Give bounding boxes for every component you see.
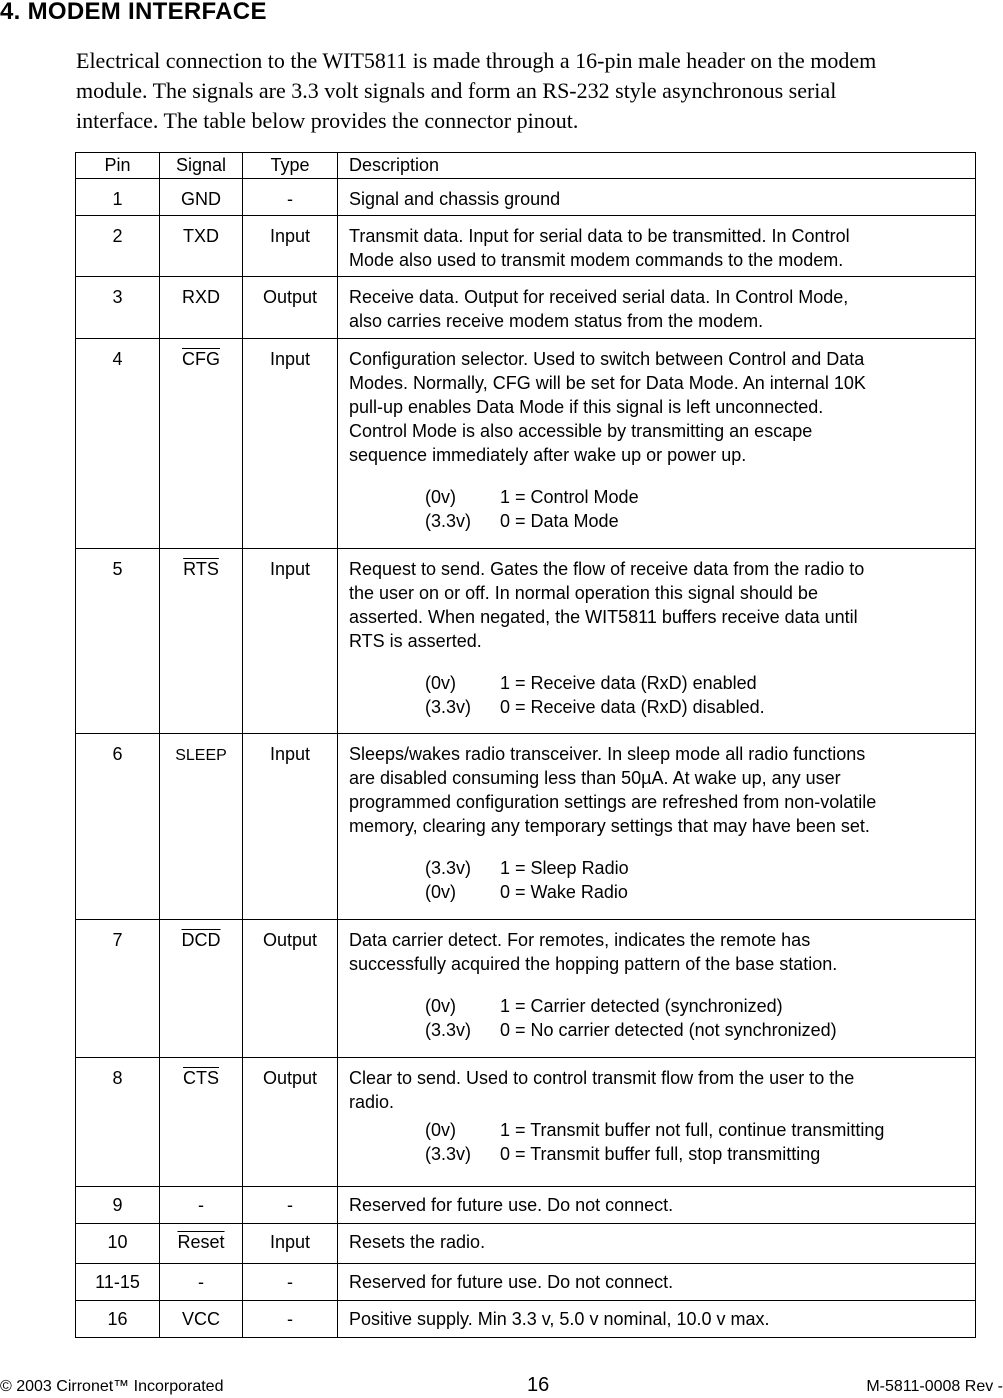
signal-cell xyxy=(160,179,243,216)
type-cell-text: Input xyxy=(269,559,311,579)
description-line: pull-up enables Data Mode if this signal is left unconnected. xyxy=(349,397,824,417)
description-line: the user on or off. In normal operation this signal should be xyxy=(349,583,818,603)
type-cell xyxy=(243,734,338,920)
description-line: Sleeps/wakes radio transceiver. In sleep mode all radio functions xyxy=(349,744,866,764)
table-row xyxy=(76,920,976,1058)
signal-cell-text: $\overline{CFG}$ xyxy=(182,349,220,369)
level-voltage: (3.3v) xyxy=(425,858,472,878)
table-row xyxy=(76,216,976,277)
description-line: Request to send. Gates the flow of receive data from the radio to xyxy=(349,559,865,579)
level-meaning: 1 = Receive data (RxD) enabled xyxy=(500,673,757,693)
type-cell-text: Input xyxy=(269,744,311,764)
pin-cell xyxy=(76,1058,160,1187)
level-meaning: 1 = Sleep Radio xyxy=(500,858,629,878)
pin-cell-text: 10 xyxy=(107,1232,128,1252)
signal-cell-text: RXD xyxy=(181,287,220,307)
signal-cell-text: Reset xyxy=(177,1232,225,1252)
pin-cell-text: 4 xyxy=(112,349,123,369)
signal-cell-text: VCC xyxy=(181,1309,220,1329)
pin-cell-text: 1 xyxy=(112,189,123,209)
table-header-row xyxy=(76,153,976,179)
pin-cell-text: 2 xyxy=(112,226,123,246)
pin-cell-text: 9 xyxy=(112,1195,123,1215)
description-line: are disabled consuming less than 50µA. At wake up, any user xyxy=(349,768,841,788)
description-line: Clear to send. Used to control transmit flow from the user to the xyxy=(349,1068,855,1088)
description-cell xyxy=(338,549,976,734)
signal-cell xyxy=(160,216,243,277)
type-cell-text: Input xyxy=(269,1232,311,1252)
signal-level-option xyxy=(425,671,975,695)
description-line: Reserved for future use. Do not connect. xyxy=(349,1272,674,1292)
signal-cell-text: - xyxy=(198,1272,204,1292)
signal-cell-text: TXD xyxy=(183,226,219,246)
level-voltage: (0v) xyxy=(425,882,456,902)
type-cell-text: Output xyxy=(262,1068,318,1088)
footer-copyright: © 2003 Cirronet™ Incorporated xyxy=(0,1378,224,1395)
signal-cell xyxy=(160,734,243,920)
table-row xyxy=(76,339,976,549)
pin-cell xyxy=(76,549,160,734)
level-meaning: 1 = Control Mode xyxy=(500,487,639,507)
pin-cell-text: 3 xyxy=(112,287,123,307)
level-meaning: 0 = Transmit buffer full, stop transmitting xyxy=(500,1144,821,1164)
description-line: Transmit data. Input for serial data to be transmitted. In Control xyxy=(349,226,850,246)
type-cell-text: - xyxy=(287,189,293,209)
signal-cell xyxy=(160,1264,243,1301)
section-heading: 4. MODEM INTERFACE xyxy=(0,0,267,25)
signal-level-option xyxy=(425,485,975,509)
pin-cell-text: 6 xyxy=(112,744,123,764)
type-cell-text: - xyxy=(287,1272,293,1292)
intro-line: interface. The table below provides the connector pinout. xyxy=(76,108,579,133)
pinout-table xyxy=(75,152,976,1338)
header-description: Description xyxy=(338,153,976,179)
level-meaning: 0 = Receive data (RxD) disabled. xyxy=(500,697,765,717)
signal-cell-text: $\overline{RTS}$ xyxy=(183,559,219,579)
description-line: successfully acquired the hopping pattern of the base station. xyxy=(349,954,838,974)
signal-level-option xyxy=(425,1118,975,1142)
pin-cell xyxy=(76,1187,160,1224)
description-cell xyxy=(338,734,976,920)
description-line: Data carrier detect. For remotes, indicates the remote has xyxy=(349,930,811,950)
description-cell xyxy=(338,1187,976,1224)
signal-cell xyxy=(160,277,243,339)
type-cell xyxy=(243,1187,338,1224)
signal-level-option xyxy=(425,509,975,533)
description-cell xyxy=(338,277,976,339)
type-cell xyxy=(243,549,338,734)
level-meaning: 1 = Carrier detected (synchronized) xyxy=(500,996,783,1016)
description-cell xyxy=(338,1058,976,1187)
type-cell-text: - xyxy=(287,1309,293,1329)
table-row xyxy=(76,1224,976,1264)
description-line: Mode also used to transmit modem commands to the modem. xyxy=(349,250,844,270)
pin-cell-text: 16 xyxy=(107,1309,128,1329)
description-cell xyxy=(338,339,976,549)
level-voltage: (0v) xyxy=(425,487,456,507)
level-voltage: (3.3v) xyxy=(425,697,472,717)
level-meaning: 0 = No carrier detected (not synchronized) xyxy=(500,1020,837,1040)
type-cell xyxy=(243,1058,338,1187)
pin-cell xyxy=(76,216,160,277)
signal-cell xyxy=(160,339,243,549)
pin-cell xyxy=(76,734,160,920)
pin-cell xyxy=(76,339,160,549)
table-row xyxy=(76,549,976,734)
type-cell xyxy=(243,179,338,216)
description-cell xyxy=(338,1224,976,1264)
level-voltage: (3.3v) xyxy=(425,1020,472,1040)
type-cell xyxy=(243,1264,338,1301)
type-cell xyxy=(243,1301,338,1338)
type-cell-text: Input xyxy=(269,349,311,369)
signal-cell xyxy=(160,1224,243,1264)
level-voltage: (0v) xyxy=(425,1120,456,1140)
description-cell xyxy=(338,179,976,216)
table-row xyxy=(76,1264,976,1301)
signal-cell-text: $\overline{DCD}$ xyxy=(181,930,221,950)
type-cell xyxy=(243,216,338,277)
signal-level-option xyxy=(425,1018,975,1042)
intro-line: module. The signals are 3.3 volt signals and form an RS-232 style asynchronous serial xyxy=(76,78,837,103)
pin-cell-text: 11-15 xyxy=(95,1272,140,1292)
table-row xyxy=(76,1187,976,1224)
description-cell xyxy=(338,1301,976,1338)
signal-cell xyxy=(160,549,243,734)
signal-cell xyxy=(160,1058,243,1187)
signal-level-option xyxy=(425,994,975,1018)
description-line: Signal and chassis ground xyxy=(349,189,561,209)
pin-cell xyxy=(76,920,160,1058)
signal-cell-text: SLEEP xyxy=(175,747,227,764)
description-line: Reserved for future use. Do not connect. xyxy=(349,1195,674,1215)
signal-level-option xyxy=(425,880,975,904)
pin-cell-text: 7 xyxy=(112,930,123,950)
type-cell xyxy=(243,339,338,549)
pin-cell xyxy=(76,1301,160,1338)
description-line: Positive supply. Min 3.3 v, 5.0 v nominal, 10.0 v max. xyxy=(349,1309,770,1329)
signal-level-option xyxy=(425,1142,975,1166)
pin-cell-text: 5 xyxy=(112,559,123,579)
table-row xyxy=(76,1301,976,1338)
signal-cell xyxy=(160,1301,243,1338)
table-row xyxy=(76,1058,976,1187)
description-line: asserted. When negated, the WIT5811 buffers receive data until xyxy=(349,607,858,627)
footer-doc-id: M-5811-0008 Rev - xyxy=(866,1378,1003,1395)
description-line: also carries receive modem status from the modem. xyxy=(349,311,764,331)
signal-level-option xyxy=(425,856,975,880)
pin-cell xyxy=(76,1224,160,1264)
header-type: Type xyxy=(243,153,338,179)
header-signal: Signal xyxy=(160,153,243,179)
description-cell xyxy=(338,920,976,1058)
description-line: RTS is asserted. xyxy=(349,631,482,651)
signal-cell xyxy=(160,1187,243,1224)
footer-page-number: 16 xyxy=(527,1374,550,1396)
level-meaning: 0 = Wake Radio xyxy=(500,882,628,902)
description-cell xyxy=(338,216,976,277)
description-line: memory, clearing any temporary settings that may have been set. xyxy=(349,816,870,836)
pin-cell xyxy=(76,179,160,216)
level-meaning: 0 = Data Mode xyxy=(500,511,619,531)
level-voltage: (0v) xyxy=(425,996,456,1016)
level-voltage: (3.3v) xyxy=(425,511,472,531)
table-row xyxy=(76,277,976,339)
level-meaning: 1 = Transmit buffer not full, continue transmitting xyxy=(500,1120,885,1140)
signal-cell xyxy=(160,920,243,1058)
table-row xyxy=(76,179,976,216)
description-line: radio. xyxy=(349,1092,395,1112)
type-cell xyxy=(243,1224,338,1264)
header-pin: Pin xyxy=(76,153,160,179)
signal-cell-text: $\overline{CTS}$ xyxy=(183,1068,219,1088)
pin-cell xyxy=(76,1264,160,1301)
signal-level-option xyxy=(425,695,975,719)
description-line: Control Mode is also accessible by transmitting an escape xyxy=(349,421,813,441)
description-cell xyxy=(338,1264,976,1301)
type-cell-text: - xyxy=(287,1195,293,1215)
description-line: Resets the radio. xyxy=(349,1232,486,1252)
description-line: Receive data. Output for received serial data. In Control Mode, xyxy=(349,287,849,307)
description-line: sequence immediately after wake up or power up. xyxy=(349,445,747,465)
level-voltage: (3.3v) xyxy=(425,1144,472,1164)
description-line: Modes. Normally, CFG will be set for Data Mode. An internal 10K xyxy=(349,373,866,393)
level-voltage: (0v) xyxy=(425,673,456,693)
pin-cell xyxy=(76,277,160,339)
intro-paragraph xyxy=(76,46,996,136)
signal-cell-text: GND xyxy=(181,189,221,209)
type-cell-text: Output xyxy=(262,930,318,950)
description-line: programmed configuration settings are refreshed from non-volatile xyxy=(349,792,877,812)
type-cell-text: Input xyxy=(269,226,311,246)
signal-cell-text: - xyxy=(198,1195,204,1215)
table-row xyxy=(76,734,976,920)
type-cell xyxy=(243,277,338,339)
description-line: Configuration selector. Used to switch between Control and Data xyxy=(349,349,865,369)
type-cell xyxy=(243,920,338,1058)
type-cell-text: Output xyxy=(262,287,318,307)
pin-cell-text: 8 xyxy=(112,1068,123,1088)
intro-line: Electrical connection to the WIT5811 is made through a 16-pin male header on the modem xyxy=(76,48,877,73)
